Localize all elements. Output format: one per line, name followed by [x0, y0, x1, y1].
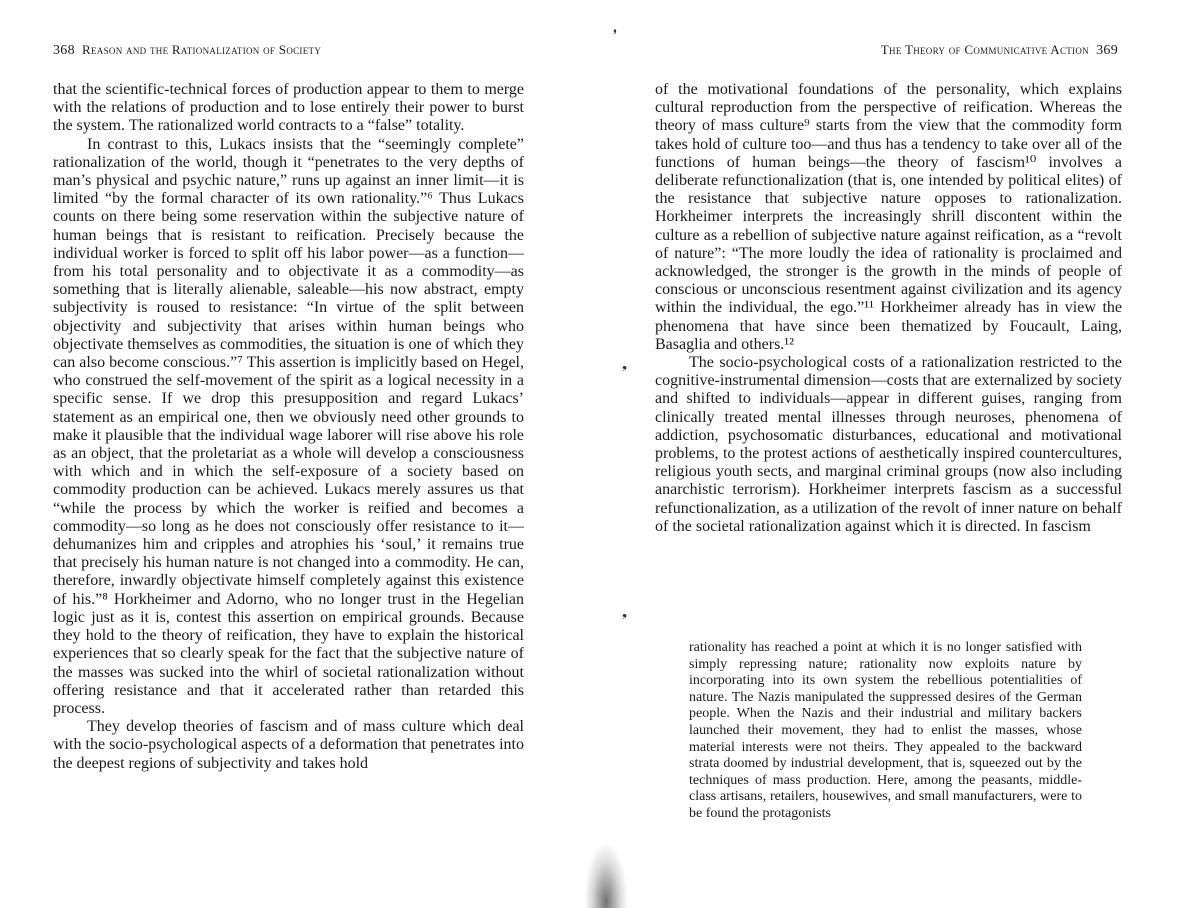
binding-shadow: [584, 842, 628, 908]
left-body-text: [53, 81, 524, 773]
left-running-title: Reason and the Rationalization of Society: [82, 42, 322, 57]
right-paragraph: of the motivational foundations of the personality, which explains cultural reproduction from the perspective of reification. Whereas the theory of mass culture⁹ starts from the view that the commodity form takes hold of culture too—and thus has a tendency to take over all of the functions of human beings—the theory of fascism¹⁰ involves a deliberate refunctionalization (that is, one intended by political elites) of the resistance that subjective nature opposes to rationalization. Horkheimer interprets the increasingly shrill discontent within the culture as a rebellion of subjective nature against reification, as a “revolt of nature”: “The more loudly the idea of rationality is proclaimed and acknowledged, the stronger is the growth in the minds of people of conscious or unconscious resentment against civilization and its agency within the individual, the ego.”¹¹ Horkheimer already has in view the phenomena that have since been thematized by Foucault, Laing, Basaglia and others.¹²: [655, 81, 1122, 353]
left-page: [0, 0, 596, 908]
right-paragraph: The socio-psychological costs of a rationalization restricted to the cognitive-instrumental dimension—costs that are externalized by society and shifted to individuals—appear in different guises, ranging from clinically treated mental illnesses through neuroses, phenomena of addiction, psychosomatic disturbances, educational and motivational problems, to the protest actions of aesthetically inspired countercultures, religious youth sects, and marginal criminal groups (now also including anarchistic terrorism). Horkheimer interprets fascism as a successful refunctionalization, as a utilization of the revolt of inner nature on behalf of the societal rationalization against which it is directed. In fascism: [655, 354, 1122, 535]
left-paragraph: that the scientific-technical forces of production appear to them to merge with the relations of production and to lose entirely their power to burst the system. The rationalized world contracts to a “false” totality.: [53, 81, 524, 135]
gutter-mark: ❟: [622, 604, 628, 619]
right-running-title: The Theory of Communicative Action: [880, 42, 1089, 57]
gutter-mark: ❜: [613, 27, 618, 42]
right-body-text: [655, 81, 1122, 536]
gutter-mark: ❟: [622, 356, 628, 371]
block-quote: [689, 640, 1082, 823]
left-paragraph: They develop theories of fascism and of mass culture which deal with the socio-psychological aspects of a deformation that penetrates into the deepest regions of subjectivity and takes hold: [53, 718, 524, 772]
left-paragraph: In contrast to this, Lukacs insists that the “seemingly complete” rationalization of the world, though it “penetrates to the very depths of man’s physical and psychic nature,” runs up against an inner limit—it is limited “by the formal character of its own rationality.”⁶ Thus Lukacs counts on there being some reservation within the subjective nature of human beings that is resistant to reification. Precisely because the individual worker is forced to split off his labor power—as a function—from his total personality and to objectivate it as a commodity—as something that is literally alienable, saleable—his now abstract, empty subjectivity is roused to resistance: “In virtue of the split between objectivity and subjectivity that arises within human beings who objectivate themselves as commodities, the situation is one of which they can also become conscious.”⁷ This assertion is implicitly based on Hegel, who construed the self-movement of the spirit as a logical necessity in a specific sense. If we drop this presupposition and regard Lukacs’ statement as an empirical one, then we obviously need other grounds to make it plausible that the individual wage laborer will rise above his role as an object, that the proletariat as a whole will develop a consciousness with which and in which the self-exposure of a society based on commodity production can be achieved. Lukacs merely assures us that “while the process by which the worker is reified and becomes a commodity—so long as he does not consciously offer resistance to it—dehumanizes him and cripples and atrophies his ‘soul,’ it remains true that precisely his human nature is not changed into a commodity. He can, therefore, inwardly objectivate himself completely against this existence of his.”⁸ Horkheimer and Adorno, who no longer trust in the Hegelian logic just as it is, contest this assertion on empirical grounds. Because they hold to the theory of reification, they have to explain the historical experiences that so clearly speak for the fact that the subjective nature of the masses was sucked into the whirl of societal rationalization without offering resistance and that it accelerated rather than retarded this process.: [53, 135, 524, 717]
left-running-head: [53, 42, 321, 59]
block-quote-text: rationality has reached a point at which it is no longer satisfied with simply repressing nature; rationality now exploits nature by incorporating into its own system the rebellious potentialities of nature. The Nazis manipulated the suppressed desires of the German people. When the Nazis and their industrial and military backers launched their movement, they had to enlist the masses, whose material interests were not theirs. They appealed to the backward strata doomed by industrial development, that is, squeezed out by the techniques of mass production. Here, among the peasants, middle-class artisans, retailers, housewives, and small manufacturers, were to be found the protagonists: [689, 640, 1082, 821]
right-page: [596, 0, 1193, 908]
right-running-head: [881, 42, 1118, 59]
left-page-number: 368: [53, 43, 75, 58]
right-page-number: 369: [1096, 43, 1118, 58]
